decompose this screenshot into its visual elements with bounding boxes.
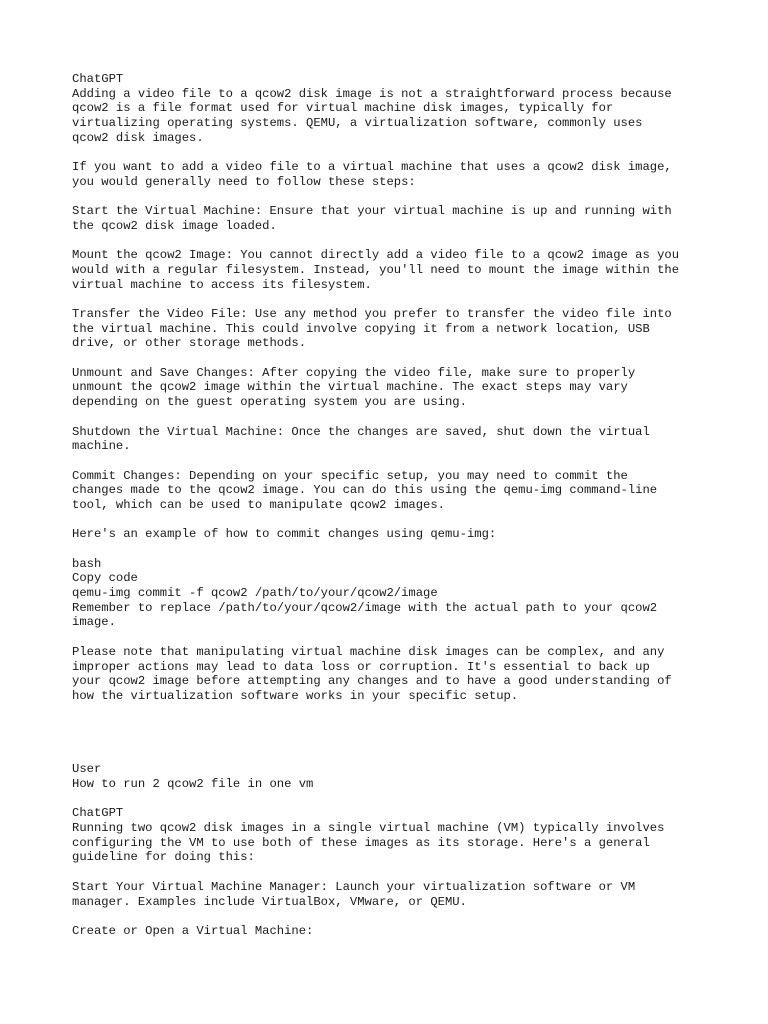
paragraph bbox=[72, 204, 712, 233]
blank-line bbox=[72, 351, 712, 366]
text-line: Copy code bbox=[72, 571, 138, 586]
text-line: Create or Open a Virtual Machine: bbox=[72, 923, 314, 938]
paragraph bbox=[72, 806, 712, 865]
blank-line bbox=[72, 190, 712, 205]
text-line: drive, or other storage methods. bbox=[72, 336, 307, 351]
paragraph bbox=[72, 645, 712, 704]
text-line: Here's an example of how to commit changes using qemu-img: bbox=[72, 527, 497, 542]
text-line: tool, which can be used to manipulate qcow2 images. bbox=[72, 497, 445, 512]
paragraph bbox=[72, 527, 712, 542]
text-line: qcow2 disk images. bbox=[72, 130, 204, 145]
text-line: configuring the VM to use both of these images as its storage. Here's a general bbox=[72, 835, 650, 850]
text-line: Shutdown the Virtual Machine: Once the changes are saved, shut down the virtual bbox=[72, 424, 650, 439]
text-line: Adding a video file to a qcow2 disk image is not a straightforward process because bbox=[72, 86, 672, 101]
text-line: If you want to add a video file to a virtual machine that uses a qcow2 disk image, bbox=[72, 160, 672, 175]
blank-line bbox=[72, 792, 712, 807]
text-line: Remember to replace /path/to/your/qcow2/image with the actual path to your qcow2 bbox=[72, 600, 658, 615]
text-line: qemu-img commit -f qcow2 /path/to/your/qcow2/image bbox=[72, 586, 438, 601]
blank-line bbox=[72, 865, 712, 880]
paragraph bbox=[72, 366, 712, 410]
text-line: machine. bbox=[72, 439, 131, 454]
text-line: manager. Examples include VirtualBox, VMware, or QEMU. bbox=[72, 894, 467, 909]
blank-line bbox=[72, 234, 712, 249]
text-line: qcow2 is a file format used for virtual machine disk images, typically for bbox=[72, 101, 614, 116]
text-line: you would generally need to follow these steps: bbox=[72, 174, 416, 189]
document-page bbox=[72, 72, 712, 939]
blank-line bbox=[72, 410, 712, 425]
text-line: How to run 2 qcow2 file in one vm bbox=[72, 777, 314, 792]
text-line: Please note that manipulating virtual machine disk images can be complex, and any bbox=[72, 644, 665, 659]
paragraph bbox=[72, 248, 712, 292]
text-line: the virtual machine. This could involve copying it from a network location, USB bbox=[72, 321, 650, 336]
text-line: ChatGPT bbox=[72, 72, 124, 86]
text-line: virtualizing operating systems. QEMU, a virtualization software, commonly uses bbox=[72, 116, 643, 131]
text-line: User bbox=[72, 762, 102, 777]
blank-line bbox=[72, 454, 712, 469]
text-line: bash bbox=[72, 556, 102, 571]
text-line: unmount the qcow2 image within the virtual machine. The exact steps may vary bbox=[72, 380, 628, 395]
text-line: your qcow2 image before attempting any changes and to have a good understanding of bbox=[72, 674, 672, 689]
text-line: ChatGPT bbox=[72, 806, 124, 821]
blank-line bbox=[72, 513, 712, 528]
text-line: improper actions may lead to data loss or corruption. It's essential to back up bbox=[72, 659, 650, 674]
text-line: virtual machine to access its filesystem. bbox=[72, 277, 372, 292]
paragraph bbox=[72, 880, 712, 909]
blank-line bbox=[72, 630, 712, 645]
text-line: Start Your Virtual Machine Manager: Launch your virtualization software or VM bbox=[72, 879, 636, 894]
text-line: Start the Virtual Machine: Ensure that your virtual machine is up and running with bbox=[72, 204, 672, 219]
text-line: would with a regular filesystem. Instead, you'll need to mount the image within the bbox=[72, 262, 680, 277]
blank-line bbox=[72, 542, 712, 557]
text-line: Mount the qcow2 Image: You cannot directly add a video file to a qcow2 image as you bbox=[72, 248, 680, 263]
blank-line bbox=[72, 292, 712, 307]
text-line: changes made to the qcow2 image. You can do this using the qemu-img command-line bbox=[72, 483, 658, 498]
paragraph bbox=[72, 307, 712, 351]
text-line: how the virtualization software works in your specific setup. bbox=[72, 688, 519, 703]
blank-line bbox=[72, 909, 712, 924]
paragraph bbox=[72, 469, 712, 513]
blank-line bbox=[72, 145, 712, 160]
text-line: Commit Changes: Depending on your specific setup, you may need to commit the bbox=[72, 468, 628, 483]
text-line: image. bbox=[72, 615, 116, 630]
section-gap bbox=[72, 704, 712, 763]
paragraph bbox=[72, 425, 712, 454]
text-line: guideline for doing this: bbox=[72, 850, 255, 865]
text-line: Unmount and Save Changes: After copying the video file, make sure to properly bbox=[72, 365, 636, 380]
text-line: Running two qcow2 disk images in a single virtual machine (VM) typically involves bbox=[72, 821, 665, 836]
paragraph bbox=[72, 72, 712, 145]
paragraph bbox=[72, 762, 712, 791]
text-line: depending on the guest operating system you are using. bbox=[72, 395, 467, 410]
text-line: the qcow2 disk image loaded. bbox=[72, 218, 277, 233]
text-line: Transfer the Video File: Use any method you prefer to transfer the video file into bbox=[72, 307, 672, 321]
paragraph bbox=[72, 160, 712, 189]
paragraph bbox=[72, 557, 712, 630]
paragraph bbox=[72, 924, 712, 939]
